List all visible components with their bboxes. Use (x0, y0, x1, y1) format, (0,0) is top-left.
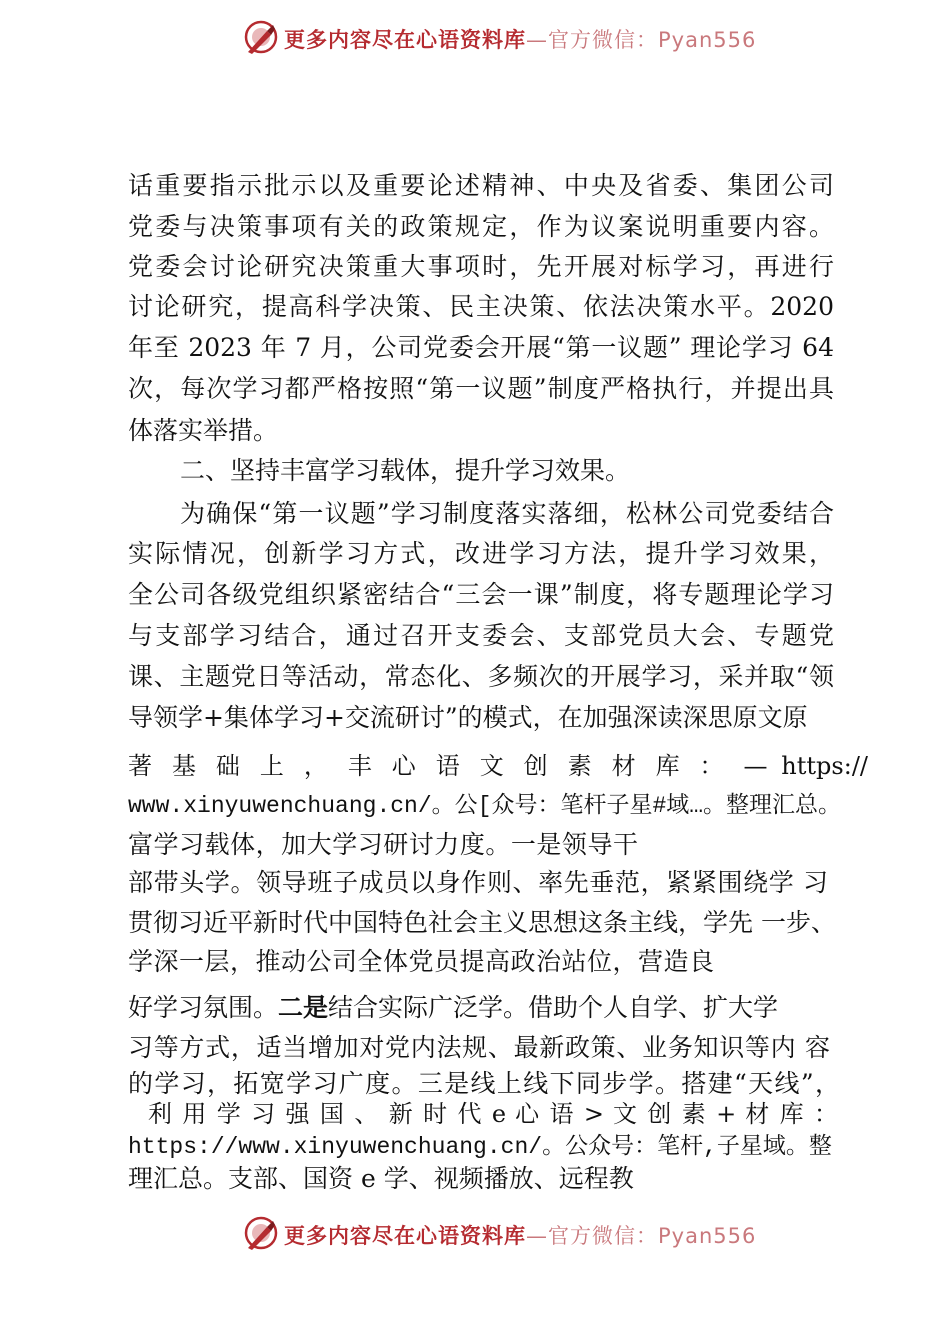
banner-label: 官方微信： (548, 1224, 658, 1248)
text-span: 结合实际广泛学。借助个人自学、扩大学 (328, 993, 779, 1022)
banner-brand: 更多内容尽在心语资料库 (284, 28, 526, 52)
banner-separator: — (526, 28, 548, 52)
section-heading: 二、坚持丰富学习载体，提升学习效果。 (180, 456, 631, 485)
banner-text (284, 24, 756, 54)
text-line: 著 基 础 上 ， 丰 心 语 文 创 素 材 库 ： — https:// (128, 752, 868, 780)
text-line: 学深一层，推动公司全体党员提高政治站位，营造良 (128, 947, 714, 976)
text-line: 话重要指示批示以及重要论述精神、中央及省委、集团公司 (128, 171, 834, 200)
text-line: 习等方式，适当增加对党内法规、最新政策、业务知识等内 容 (128, 1033, 830, 1062)
banner-wechat-id: Pyan556 (658, 1224, 757, 1248)
text-line: 理汇总。支部、国资 e 学、视频播放、远程教 (128, 1164, 634, 1193)
text-line: 体落实举措。 (128, 416, 279, 445)
text-line: 与支部学习结合，通过召开支委会、支部党员大会、专题党 (128, 621, 834, 650)
footer-banner (0, 1212, 950, 1252)
text-line: 讨论研究，提高科学决策、民主决策、依法决策水平。2020 (128, 292, 834, 321)
text-line: 的学习，拓宽学习广度。三是线上线下同步学。搭建“天线”， (128, 1069, 840, 1098)
banner-label: 官方微信： (548, 28, 658, 52)
text-span: 好学习氛围。 (128, 993, 279, 1022)
text-line: 课、主题党日等活动，常态化、多频次的开展学习，采并取“领 (128, 662, 834, 691)
banner-brand: 更多内容尽在心语资料库 (284, 1224, 526, 1248)
text-line: 全公司各级党组织紧密结合“三会一课”制度，将专题理论学习 (128, 580, 834, 609)
text-line: 部带头学。领导班子成员以身作则、率先垂范，紧紧围绕学 习 (128, 868, 828, 897)
text-line: 党委与决策事项有关的政策规定，作为议案说明重要内容。 (128, 212, 834, 241)
text-line-mixed (128, 992, 778, 1024)
header-banner (0, 16, 950, 56)
text-line: www.xinyuwenchuang.cn/。公[众号：笔杆子星#域…。整理汇总。 (128, 793, 842, 819)
text-line: 为确保“第一议题”学习制度落实落细，松林公司党委结合 (180, 499, 834, 528)
pen-logo-icon (243, 1215, 279, 1251)
banner-wechat-id: Pyan556 (658, 28, 757, 52)
bold-text-span: 二是 (278, 993, 329, 1022)
text-line: 次，每次学习都严格按照“第一议题”制度严格执行，并提出具 (128, 374, 834, 403)
banner-separator: — (526, 1224, 548, 1248)
text-line: 年至 2023 年 7 月，公司党委会开展“第一议题” 理论学习 64 (128, 333, 834, 362)
text-line: https://www.xinyuwenchuang.cn/。公众号：笔杆,子星域。整 (128, 1134, 832, 1160)
banner-text (284, 1220, 756, 1250)
text-line: 党委会讨论研究决策重大事项时，先开展对标学习，再进行 (128, 252, 834, 281)
text-line: 贯彻习近平新时代中国特色社会主义思想这条主线，学先 一步、 (128, 908, 836, 937)
text-line: 导领学+集体学习+交流研讨”的模式，在加强深读深思原文原 (128, 703, 808, 732)
text-line: 实际情况，创新学习方式，改进学习方法，提升学习效果， (128, 539, 834, 568)
text-line: 利 用 学 习 强 国 、 新 时 代 e 心 语 > 文 创 素 + 材 库 ： (148, 1100, 838, 1128)
text-line: 富学习载体，加大学习研讨力度。一是领导干 (128, 830, 638, 859)
pen-logo-icon (243, 19, 279, 55)
